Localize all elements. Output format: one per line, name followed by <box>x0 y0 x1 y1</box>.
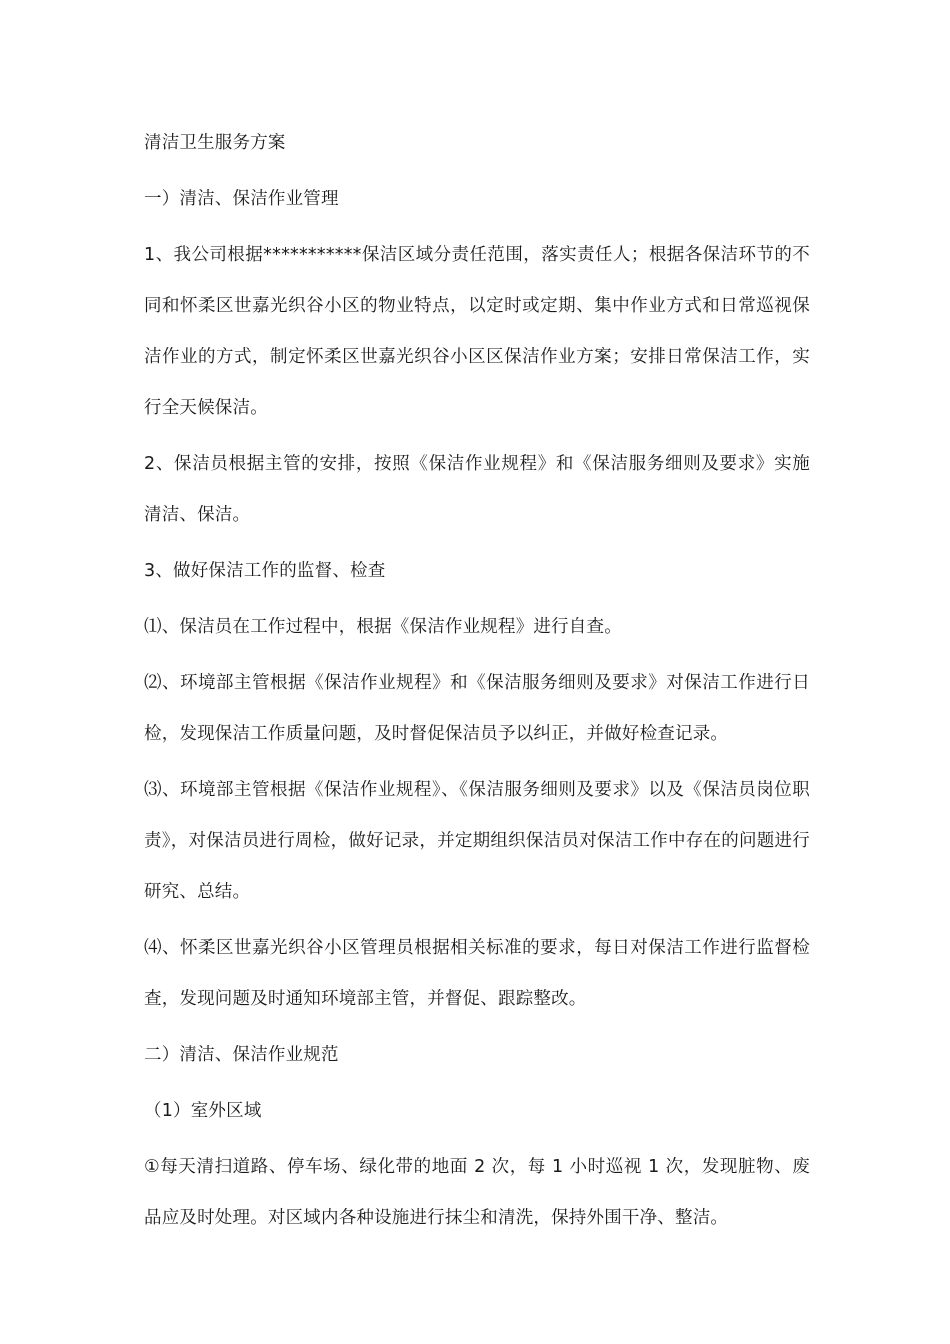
section-2-heading: 二）清洁、保洁作业规范 <box>144 1045 339 1065</box>
paragraph-3: 3、做好保洁工作的监督、检查 <box>144 561 386 581</box>
paragraph-3-item-1: ⑴、保洁员在工作过程中，根据《保洁作业规程》进行自查。 <box>144 617 622 637</box>
paragraph-2: 2、保洁员根据主管的安排，按照《保洁作业规程》和《保洁服务细则及要求》实施清洁、保洁。 <box>144 454 810 525</box>
subsection-1-heading: （1）室外区域 <box>144 1101 262 1121</box>
document-body <box>144 118 810 1249</box>
paragraph-1: 1、我公司根据***********保洁区域分责任范围，落实责任人；根据各保洁环节的不同和怀柔区世嘉光织谷小区的物业特点，以定时或定期、集中作业方式和日常巡视保洁作业的方式，制定怀柔区世嘉光织谷小区区保洁作业方案；安排日常保洁工作，实行全天候保洁。 <box>144 245 810 418</box>
paragraph-3-item-2: ⑵、环境部主管根据《保洁作业规程》和《保洁服务细则及要求》对保洁工作进行日检，发现保洁工作质量问题，及时督促保洁员予以纠正，并做好检查记录。 <box>144 673 810 744</box>
section-1-heading: 一）清洁、保洁作业管理 <box>144 189 339 209</box>
document-title: 清洁卫生服务方案 <box>144 133 286 153</box>
paragraph-3-item-4: ⑷、怀柔区世嘉光织谷小区管理员根据相关标准的要求，每日对保洁工作进行监督检查，发现问题及时通知环境部主管，并督促、跟踪整改。 <box>144 938 810 1009</box>
paragraph-3-item-3: ⑶、环境部主管根据《保洁作业规程》、《保洁服务细则及要求》以及《保洁员岗位职责》，对保洁员进行周检，做好记录，并定期组织保洁员对保洁工作中存在的问题进行研究、总结。 <box>144 780 810 902</box>
paragraph-4: ①每天清扫道路、停车场、绿化带的地面 2 次，每 1 小时巡视 1 次，发现脏物、废品应及时处理。对区域内各种设施进行抹尘和清洗，保持外围干净、整洁。 <box>144 1157 810 1228</box>
